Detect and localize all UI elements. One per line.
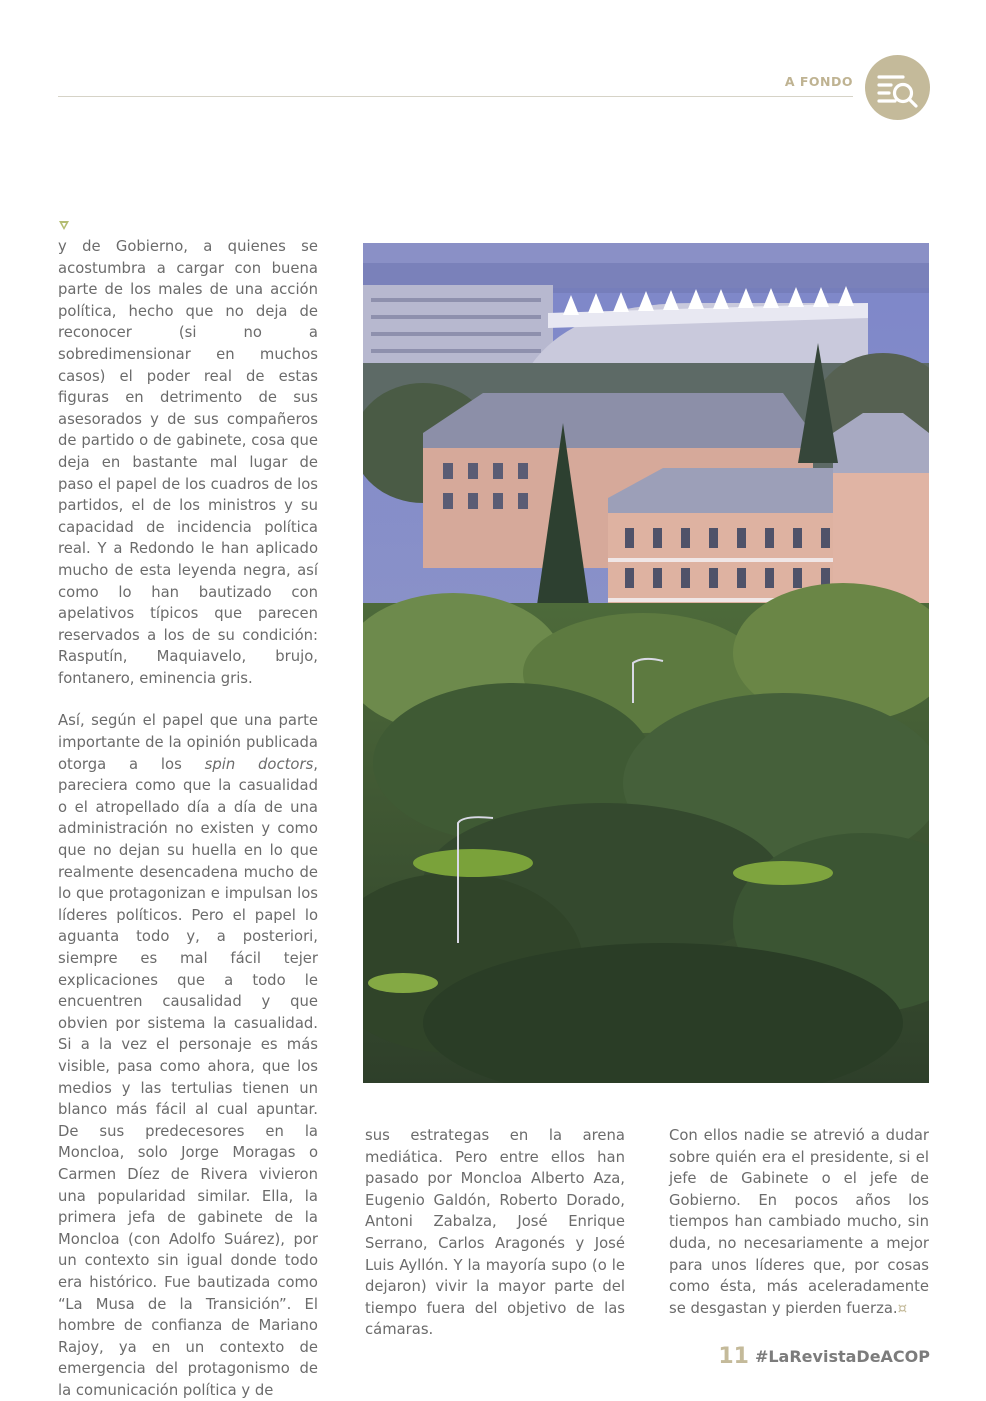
paragraph-1: y de Gobierno, a quienes se acostumbra a cargar con buena parte de los males de una acción política, hecho que no deja de reconocer (si no a sobredimensionar en muchos casos) el poder real de estas figuras en detrimento de sus asesorados y de sus compañeros de partido o de gabinete, cosa que deja en bastante mal lugar de paso el papel de los cuadros de los partidos, el de los ministros y su capacidad de incidencia política real. Y a Redondo le han aplicado mucho de esta leyenda negra, así como lo han bautizado con apelativos típicos que parecen reservados a los de su condición: Rasputín, Maquiavelo, brujo, fontanero, eminencia gris. <box>58 238 318 687</box>
page-number: 11 <box>718 1344 749 1369</box>
paragraph-4-text: Con ellos nadie se atrevió a dudar sobre quién era el presidente, si el jefe de Gabinete o el jefe de Gobierno. En pocos años los tiempos han cambiado mucho, sin duda, no necesariamente a mejor para unos líderes que, por cosas como ésta, más aceleradamente se desgastan y pierden fuerza. <box>669 1127 929 1317</box>
page-footer <box>718 1344 930 1369</box>
moncloa-photo <box>363 243 929 1083</box>
end-of-article-mark: ¤ <box>897 1298 908 1317</box>
paragraph-2-start: Así, según el papel que una parte importante de la opinión publicada otorga a los <box>58 712 318 773</box>
moncloa-palace-illustration <box>363 243 929 1083</box>
paragraph-3: sus estrategas en la arena mediática. Pero entre ellos han pasado por Moncloa Alberto Aza, Eugenio Galdón, Roberto Dorado, Antoni Zabalza, José Enrique Serrano, Carlos Aragonés y José Luis Ayllón. Y la mayoría supo (o le dejaron) vivir la mayor parte del tiempo fuera del objetivo de las cámaras. <box>365 1127 625 1339</box>
spin-doctors-italic: spin doctors <box>204 755 314 773</box>
article-column-3 <box>669 1125 929 1319</box>
document-search-icon <box>865 55 930 120</box>
header-rule <box>58 96 853 97</box>
paragraph-2 <box>58 710 318 1401</box>
paragraph-2-end: , pareciera como que la casualidad o el atropellado día a día de una administración no existen y como que no dejan su huella en lo que realmente desencadena mucho de lo que protagonizan e impulsan los líderes políticos. Pero el papel lo aguanta todo y, a posteriori, siempre es mal fácil tejer explicaciones que a todo le encuentren causalidad y que obvien por sistema la casualidad. Si a la vez el personaje es más visible, pasa como ahora, que los medios y las tertulias tienen un blanco más fácil al cual apuntar. De sus predecesores en la Moncloa, solo Jorge Moragas o Carmen Díez de Rivera vivieron una popularidad similar. Ella, la primera jefa de gabinete de la Moncloa (con Adolfo Suárez), por un contexto sin igual donde todo era histórico. Fue bautizada como “La Musa de la Transición”. El hombre de confianza de Mariano Rajoy, ya en un contexto de emergencia del protagonismo de la comunicación política y de <box>58 755 318 1399</box>
article-column-2 <box>365 1125 625 1341</box>
triangle-down-icon <box>58 219 70 231</box>
magazine-hashtag: #LaRevistaDeACOP <box>754 1347 930 1366</box>
section-label: A FONDO <box>784 74 853 89</box>
paragraph-4 <box>669 1125 929 1319</box>
article-column-1 <box>58 236 318 1401</box>
section-badge <box>865 55 930 120</box>
